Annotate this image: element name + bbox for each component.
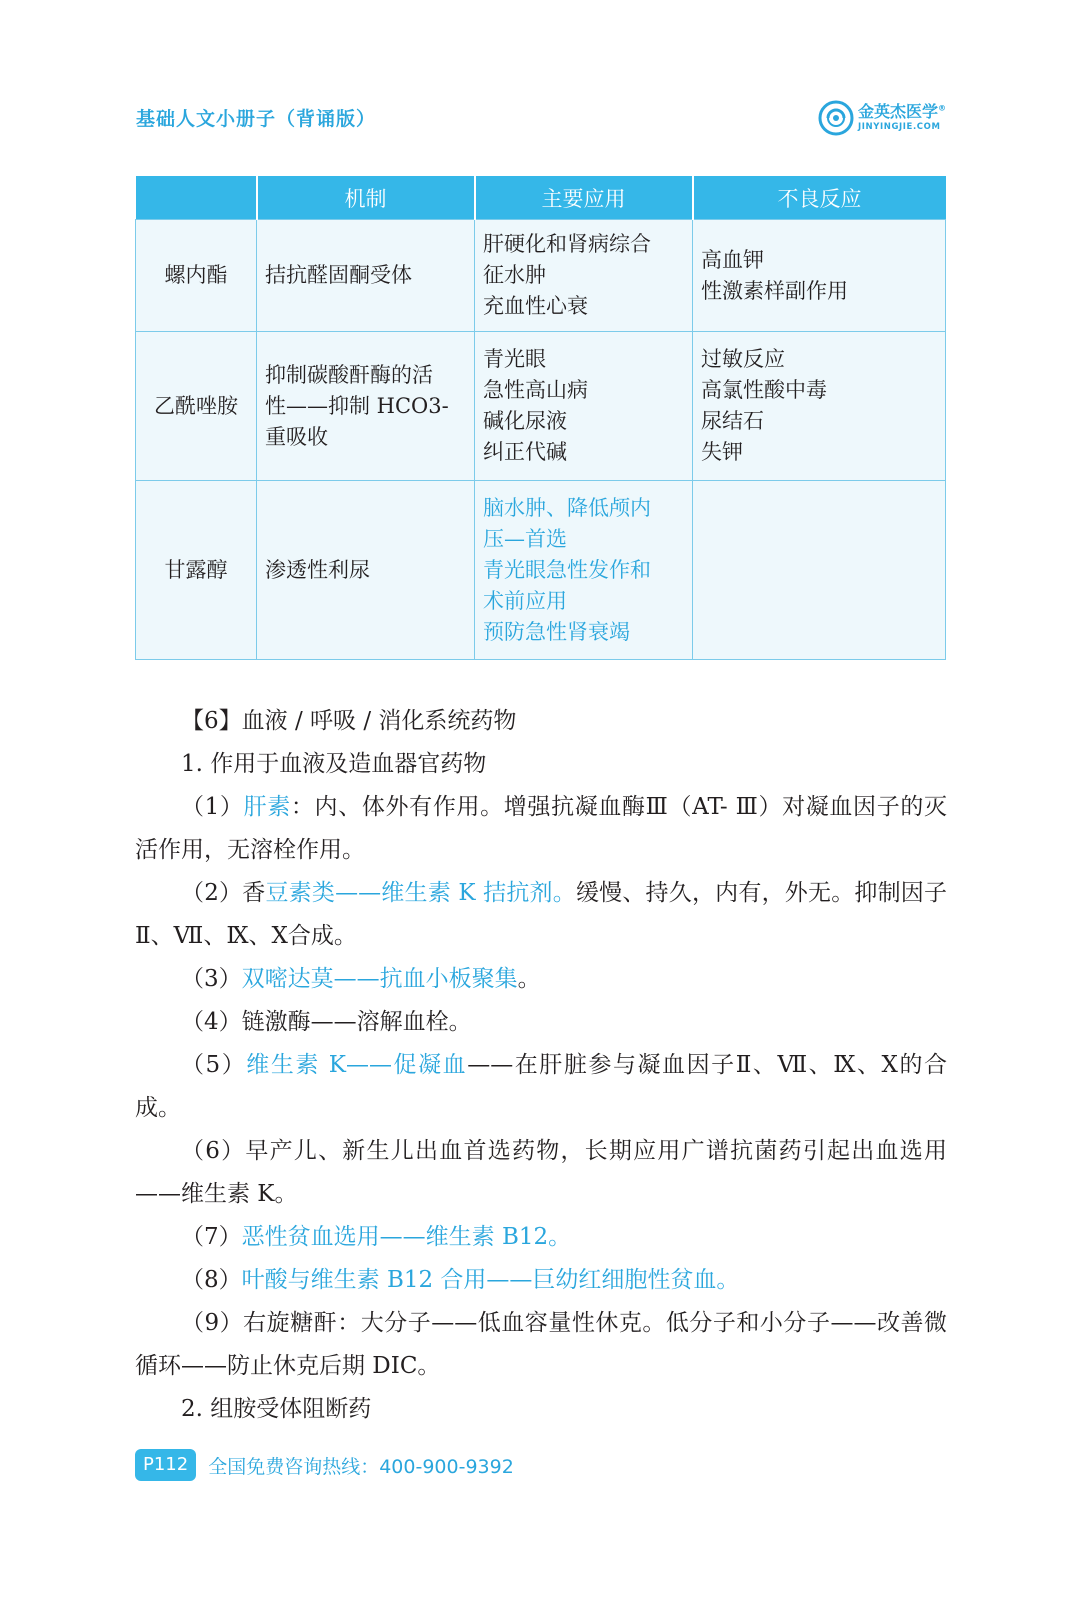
highlight-term: 肝素 <box>243 794 291 820</box>
cell-line: 术前应用 <box>483 588 567 613</box>
item-text: ——在肝脏参与凝血因子Ⅱ、Ⅶ、Ⅸ、Ⅹ的合成。 <box>135 1052 947 1121</box>
table-row <box>136 220 946 332</box>
item-number: （5） <box>181 1052 247 1078</box>
cell-line: 拮抗醛固酮受体 <box>265 263 412 287</box>
cell-line: 压—首选 <box>483 526 567 551</box>
highlight-term: 叶酸与维生素 B12 合用——巨幼红细胞性贫血。 <box>241 1267 740 1293</box>
page-header <box>136 100 946 140</box>
adverse-cell <box>693 220 946 332</box>
uses-cell <box>475 332 693 481</box>
item-text: 右旋糖酐：大分子——低血容量性休克。低分子和小分子——改善微循环——防止休克后期 DIC。 <box>135 1310 947 1379</box>
item-folic-acid <box>135 1259 947 1302</box>
cell-line: 急性高山病 <box>483 378 588 402</box>
item-number: （3） <box>181 966 242 992</box>
item-number: （6） <box>181 1138 246 1164</box>
cell-line: 过敏反应 <box>701 347 785 371</box>
mechanism-cell <box>257 220 475 332</box>
cell-line: 尿结石 <box>701 409 764 433</box>
mechanism-cell <box>257 332 475 481</box>
subheading-histamine-blockers: 2. 组胺受体阻断药 <box>181 1396 372 1422</box>
item-neonatal-bleeding <box>135 1130 947 1216</box>
mechanism-cell <box>257 481 475 660</box>
header-cell-blank <box>136 176 257 220</box>
section-title: 【6】血液 / 呼吸 / 消化系统药物 <box>181 708 517 734</box>
cell-line: 抑制碳酸酐酶的活 <box>265 362 433 387</box>
cell-line: 预防急性肾衰竭 <box>483 619 630 644</box>
item-dipyridamole <box>135 958 947 1001</box>
subheading-blood-drugs: 1. 作用于血液及造血器官药物 <box>181 751 487 777</box>
page-number-badge: P112 <box>135 1449 196 1481</box>
cell-line: 性——抑制 HCO3- <box>265 393 449 418</box>
hotline-text: 全国免费咨询热线：400-900-9392 <box>208 1455 514 1478</box>
uses-cell <box>475 220 693 332</box>
uses-cell-highlighted <box>475 481 693 660</box>
item-vitamin-k <box>135 1044 947 1130</box>
cell-line: 青光眼急性发作和 <box>483 557 651 582</box>
item-text-prefix: 香 <box>242 880 266 906</box>
drug-name-cell: 甘露醇 <box>136 481 257 660</box>
cell-line: 碱化尿液 <box>483 409 567 433</box>
header-cell-uses: 主要应用 <box>475 176 693 220</box>
item-number: （8） <box>181 1267 242 1293</box>
cell-line: 高血钾 <box>701 247 764 272</box>
cell-line: 脑水肿、降低颅内 <box>483 495 651 520</box>
drug-name-cell: 螺内酯 <box>136 220 257 332</box>
body-text <box>135 700 947 1431</box>
cell-line: 纠正代碱 <box>483 440 567 464</box>
item-text: 缓慢、持久，内有，外无。抑制因子Ⅱ、Ⅶ、Ⅸ、Ⅹ合成。 <box>135 880 948 949</box>
highlight-term: 双嘧达莫——抗血小板聚集 <box>241 966 518 992</box>
adverse-cell-empty <box>693 481 946 660</box>
item-text: ：内、体外有作用。增强抗凝血酶Ⅲ（AT- Ⅲ）对凝血因子的灭活作用，无溶栓作用。 <box>135 794 948 863</box>
table-row <box>136 481 946 660</box>
cell-line: 渗透性利尿 <box>265 557 370 582</box>
item-text: 链激酶——溶解血栓。 <box>241 1009 472 1035</box>
item-number: （1） <box>181 794 244 820</box>
table-row <box>136 332 946 481</box>
item-text: 早产儿、新生儿出血首选药物，长期应用广谱抗菌药引起出血选用——维生素 K。 <box>135 1138 948 1207</box>
cell-line: 高氯性酸中毒 <box>701 378 827 402</box>
cell-line: 充血性心衰 <box>483 294 588 318</box>
item-number: （4） <box>181 1009 242 1035</box>
registered-mark: ® <box>938 103 946 113</box>
book-title: 基础人文小册子（背诵版） <box>136 108 377 130</box>
adverse-cell <box>693 332 946 481</box>
cell-line: 重吸收 <box>265 424 328 449</box>
item-coumarin <box>135 872 947 958</box>
item-text: 。 <box>517 966 541 992</box>
highlight-term: 恶性贫血选用——维生素 B12。 <box>241 1224 572 1250</box>
cell-line: 失钾 <box>701 440 743 464</box>
highlight-term: 维生素 K——促凝血 <box>246 1052 468 1078</box>
table-header-row <box>136 176 946 220</box>
cell-line: 青光眼 <box>483 347 546 371</box>
logo-url: JINYINGJIE.COM <box>857 122 941 133</box>
header-cell-adverse: 不良反应 <box>693 176 946 220</box>
header-cell-mechanism: 机制 <box>257 176 475 220</box>
cell-line: 征水肿 <box>483 263 546 287</box>
item-pernicious-anemia <box>135 1216 947 1259</box>
highlight-term: 豆素类——维生素 K 拮抗剂。 <box>265 880 576 906</box>
item-number: （9） <box>181 1310 244 1336</box>
item-streptokinase <box>135 1001 947 1044</box>
item-number: （2） <box>181 880 243 906</box>
logo-swirl-icon <box>818 100 854 136</box>
logo-name: 金英杰医学 <box>857 102 938 122</box>
drug-name-cell: 乙酰唑胺 <box>136 332 257 481</box>
page-footer <box>135 1448 514 1482</box>
cell-line: 性激素样副作用 <box>701 278 848 303</box>
item-number: （7） <box>181 1224 242 1250</box>
cell-line: 肝硬化和肾病综合 <box>483 232 651 256</box>
item-heparin <box>135 786 947 872</box>
diuretics-table <box>135 176 946 660</box>
item-dextran <box>135 1302 947 1388</box>
brand-logo <box>818 100 946 136</box>
